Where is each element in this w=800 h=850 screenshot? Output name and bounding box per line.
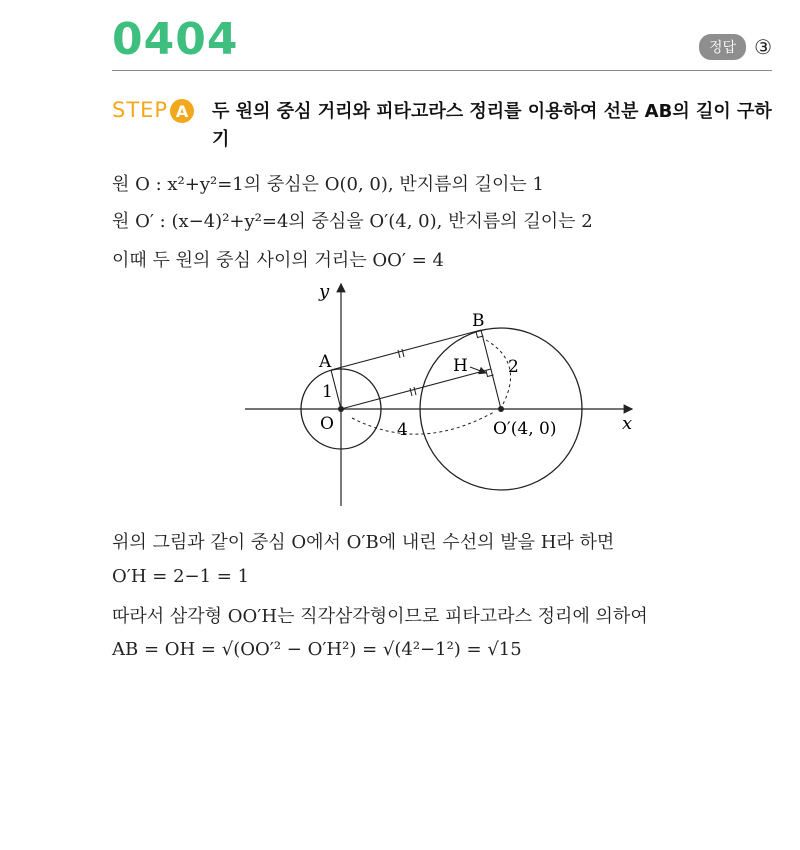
point-h-label: H bbox=[453, 356, 468, 376]
circle-o-description: 원 O : x²+y²=1의 중심은 O(0, 0), 반지름의 길이는 1 bbox=[112, 174, 544, 195]
y-axis-label: y bbox=[319, 281, 330, 302]
geometry-figure bbox=[240, 278, 660, 514]
origin-label: O bbox=[320, 414, 334, 434]
circle-o-prime-description: 원 O′ : (x−4)²+y²=4의 중심을 O′(4, 0), 반지름의 길이는 2 bbox=[112, 211, 593, 232]
o-prime-h-length: O′H = 2−1 = 1 bbox=[112, 566, 250, 587]
circles-diagram bbox=[240, 278, 660, 510]
perpendicular-statement: 위의 그림과 같이 중심 O에서 O′B에 내린 수선의 발을 H라 하면 bbox=[112, 532, 615, 553]
x-axis-label: x bbox=[622, 413, 633, 434]
answer-label: 정답 bbox=[699, 34, 746, 60]
step-badge: A bbox=[170, 99, 194, 123]
answer-value: ③ bbox=[754, 35, 772, 59]
center-distance-statement: 이때 두 원의 중심 사이의 거리는 OO′ = 4 bbox=[112, 250, 444, 271]
problem-number: 0404 bbox=[112, 14, 239, 65]
step-header bbox=[112, 98, 772, 150]
distance-label: 4 bbox=[397, 420, 408, 440]
step-tag: STEP bbox=[112, 98, 169, 122]
right-triangle-statement: 따라서 삼각형 OO′H는 직각삼각형이므로 피타고라스 정리에 의하여 bbox=[112, 606, 648, 627]
center-o-prime-label: O′(4, 0) bbox=[493, 419, 557, 439]
answer-box bbox=[699, 34, 772, 60]
point-b-label: B bbox=[472, 311, 485, 331]
radius-2-label: 2 bbox=[508, 357, 519, 377]
final-ab-length: AB = OH = √(OO′² − O′H²) = √(4²−1²) = √15 bbox=[112, 639, 522, 660]
radius-1-label: 1 bbox=[322, 382, 333, 402]
step-title: 두 원의 중심 거리와 피타고라스 정리를 이용하여 선분 AB의 길이 구하기 bbox=[212, 101, 772, 150]
header-divider bbox=[112, 70, 772, 71]
point-a-label: A bbox=[319, 352, 332, 372]
segment-oh bbox=[341, 369, 491, 409]
